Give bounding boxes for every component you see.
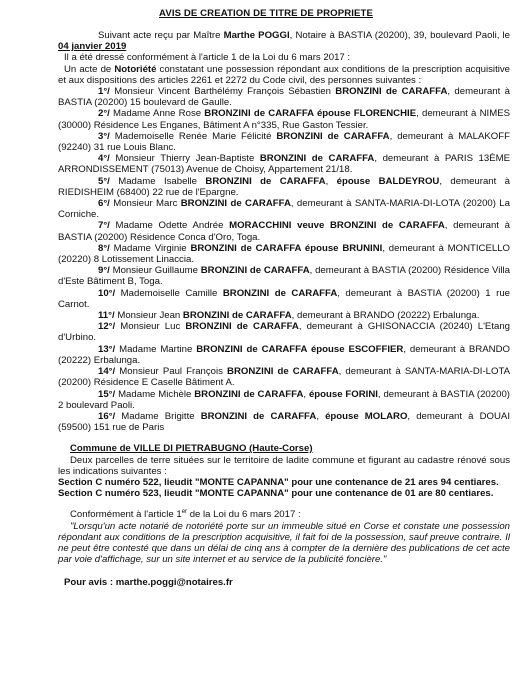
commune-heading: Commune de VILLE DI PIETRABUGNO (Haute-Corse) xyxy=(70,443,313,455)
notice-body xyxy=(0,22,532,589)
person-entry: 13°/ Madame Martine BRONZINI de CARAFFA épouse ESCOFFIER, demeurant à BRANDO (20222) Erbalunga. xyxy=(58,343,510,366)
person-entry: 14°/ Monsieur Paul François BRONZINI de CARAFFA, demeurant à SANTA-MARIA-DI-LOTA (20200) Résidence E Caselle Bâtiment A. xyxy=(58,366,511,389)
notary-name: Marthe POGGI xyxy=(223,30,290,41)
conformity-line: Conformément à l'article 1er de la Loi du 6 mars 2017 : xyxy=(70,509,301,521)
act-date: 04 janvier 2019 xyxy=(58,41,127,53)
parcel-1: Section C numéro 522, lieudit "MONTE CAPANNA" pour une contenance de 21 ares 94 centiares. xyxy=(58,476,499,488)
legal-quote: "Lorsqu'un acte notarié de notoriété porte sur un immeuble situé en Corse et constate une possession répondant aux conditions de la prescription acquisitive, il fait foi de la possession, sauf preuve contraire. Il ne peut être contesté que dans un délai de cinq ans à compter de la dernière des publications de cet acte par voie d'affichage, sur un site internet et au service de la publicité foncière." xyxy=(58,520,510,566)
person-entry: 4°/ Monsieur Thierry Jean-Baptiste BRONZINI de CARAFFA, demeurant à PARIS 13ÈME ARRONDISSEMENT (75013) Avenue de Choisy, Appartement 21/18. xyxy=(58,153,510,176)
person-entry: 3°/ Mademoiselle Renée Marie Félicité BRONZINI de CARAFFA, demeurant à MALAKOFF (92240) 31 rue Louis Blanc. xyxy=(58,130,510,154)
contact-footer: Pour avis : marthe.poggi@notaires.fr xyxy=(64,577,233,589)
notoriety-paragraph: Un acte de Notoriété constatant une possession répondant aux conditions de la prescription acquisitive et aux dispositions des articles 2261 et 2272 du Code civil, des personnes suivantes : xyxy=(58,63,510,86)
person-entry: 2°/ Madame Anne Rose BRONZINI de CARAFFA épouse FLORENCHIE, demeurant à NIMES (30000) Résidence Les Enganes, Bâtiment A n°335, Rue Gaston Tessier. xyxy=(58,108,510,131)
intro-paragraph: Suivant acte reçu par Maître Marthe POGGI, Notaire à BASTIA (20200), 39, boulevard Paoli, le 04 janvier 2019 xyxy=(58,30,510,53)
person-entry: 15°/ Madame Michèle BRONZINI de CARAFFA, épouse FORINI, demeurant à BASTIA (20200) 2 boulevard Paoli. xyxy=(58,388,510,411)
person-entry: 6°/ Monsieur Marc BRONZINI de CARAFFA, demeurant à SANTA-MARIA-DI-LOTA (20200) La Corniche. xyxy=(58,198,510,221)
person-entry: 8°/ Madame Virginie BRONZINI de CARAFFA épouse BRUNINI, demeurant à MONTICELLO (20220) 8 Lotissement Linaccia. xyxy=(58,242,510,266)
person-entry: 1°/ Monsieur Vincent Barthélémy François Sébastien BRONZINI de CARAFFA, demeurant à BASTIA (20200) 15 boulevard de Gaulle. xyxy=(58,86,510,109)
person-entry: 12°/ Monsieur Luc BRONZINI de CARAFFA, demeurant à GHISONACCIA (20240) L'Etang d'Urbino. xyxy=(58,321,511,344)
person-entry: 10°/ Mademoiselle Camille BRONZINI de CARAFFA, demeurant à BASTIA (20200) 1 rue Carnot. xyxy=(58,287,510,310)
parcel-2: Section C numéro 523, lieudit "MONTE CAPANNA" pour une contenance de 01 are 80 centiares. xyxy=(58,488,494,500)
person-entry: 5°/ Madame Isabelle BRONZINI de CARAFFA, épouse BALDEYROU, demeurant à RIEDISHEIM (68400) 22 rue de l'Epargne. xyxy=(58,175,510,198)
person-entry: 16°/ Madame Brigitte BRONZINI de CARAFFA, épouse MOLARO, demeurant à DOUAI (59500) 151 rue de Paris xyxy=(58,410,510,434)
person-entry: 11°/ Monsieur Jean BRONZINI de CARAFFA, demeurant à BRANDO (20222) Erbalunga. xyxy=(98,310,480,322)
law-reference: Il a été dressé conformément à l'article 1 de la Loi du 6 mars 2017 : xyxy=(64,52,351,64)
persons-list xyxy=(58,86,510,433)
notice-title: AVIS DE CREATION DE TITRE DE PROPRIETE xyxy=(159,8,373,19)
commune-text: Deux parcelles de terre situées sur le territoire de ladite commune et figurant au cadastre rénové sous les indications suivantes : xyxy=(58,454,510,477)
person-entry: 9°/ Monsieur Guillaume BRONZINI de CARAFFA, demeurant à BASTIA (20200) Résidence Villa d'Este Bâtiment B, Toga. xyxy=(58,265,510,288)
person-entry: 7°/ Madame Odette Andrée MORACCHINI veuve BRONZINI de CARAFFA, demeurant à BASTIA (20200) Résidence Conca d'Oro, Toga. xyxy=(58,220,510,243)
